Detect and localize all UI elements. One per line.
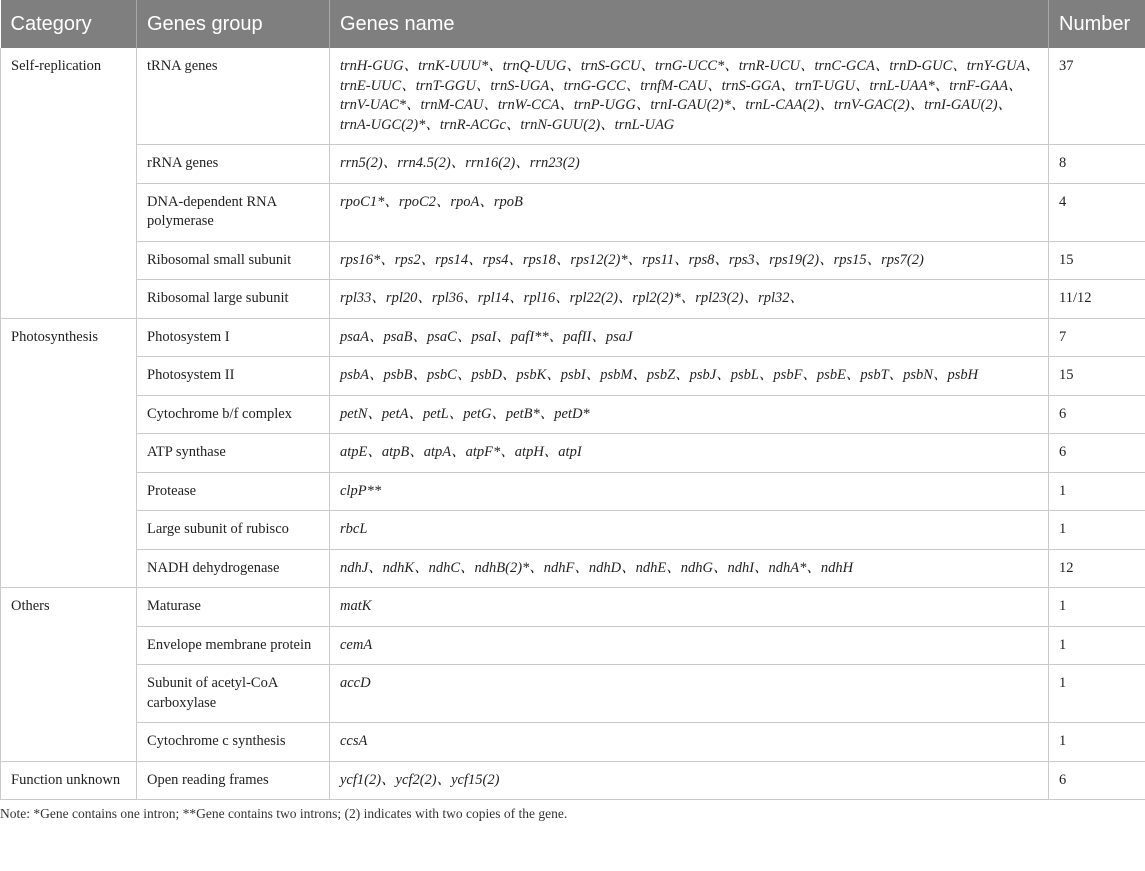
header-genes-group: Genes group xyxy=(137,0,330,48)
number-cell: 1 xyxy=(1049,665,1145,723)
genes-name-cell: ccsA xyxy=(330,723,1049,762)
table-row xyxy=(1,665,1145,723)
genes-group-cell: Cytochrome c synthesis xyxy=(137,723,330,762)
header-category: Category xyxy=(1,0,137,48)
genes-group-cell: Subunit of acetyl-CoA carboxylase xyxy=(137,665,330,723)
number-cell: 7 xyxy=(1049,318,1145,357)
genes-group-cell: DNA-dependent RNA polymerase xyxy=(137,183,330,241)
table-row xyxy=(1,145,1145,184)
genes-name-cell: ycf1(2)、ycf2(2)、ycf15(2) xyxy=(330,761,1049,800)
genes-name-cell: rps16*、rps2、rps14、rps4、rps18、rps12(2)*、rps11、rps8、rps3、rps19(2)、rps15、rps7(2) xyxy=(330,241,1049,280)
table-row xyxy=(1,549,1145,588)
genes-group-cell: tRNA genes xyxy=(137,48,330,145)
genes-name-cell: accD xyxy=(330,665,1049,723)
genes-name-cell: matK xyxy=(330,588,1049,627)
genes-group-cell: rRNA genes xyxy=(137,145,330,184)
genes-group-cell: Ribosomal large subunit xyxy=(137,280,330,319)
number-cell: 6 xyxy=(1049,434,1145,473)
genes-name-cell: atpE、atpB、atpA、atpF*、atpH、atpI xyxy=(330,434,1049,473)
genes-group-cell: ATP synthase xyxy=(137,434,330,473)
genes-name-cell: rrn5(2)、rrn4.5(2)、rrn16(2)、rrn23(2) xyxy=(330,145,1049,184)
table-row xyxy=(1,241,1145,280)
genes-name-cell: rpoC1*、rpoC2、rpoA、rpoB xyxy=(330,183,1049,241)
genes-name-cell: petN、petA、petL、petG、petB*、petD* xyxy=(330,395,1049,434)
table-row xyxy=(1,588,1145,627)
genes-name-cell: rpl33、rpl20、rpl36、rpl14、rpl16、rpl22(2)、rpl2(2)*、rpl23(2)、rpl32、 xyxy=(330,280,1049,319)
number-cell: 8 xyxy=(1049,145,1145,184)
category-cell: Self-replication xyxy=(1,48,137,318)
genes-group-cell: Envelope membrane protein xyxy=(137,626,330,665)
genes-group-cell: Open reading frames xyxy=(137,761,330,800)
number-cell: 1 xyxy=(1049,588,1145,627)
genes-group-cell: Photosystem I xyxy=(137,318,330,357)
number-cell: 37 xyxy=(1049,48,1145,145)
genes-group-cell: Large subunit of rubisco xyxy=(137,511,330,550)
table-row xyxy=(1,511,1145,550)
genes-name-cell: psaA、psaB、psaC、psaI、pafI**、pafII、psaJ xyxy=(330,318,1049,357)
table-row xyxy=(1,183,1145,241)
category-cell: Photosynthesis xyxy=(1,318,137,588)
genes-group-cell: Ribosomal small subunit xyxy=(137,241,330,280)
number-cell: 1 xyxy=(1049,626,1145,665)
table-row xyxy=(1,318,1145,357)
genes-name-cell: psbA、psbB、psbC、psbD、psbK、psbI、psbM、psbZ、psbJ、psbL、psbF、psbE、psbT、psbN、psbH xyxy=(330,357,1049,396)
category-cell: Others xyxy=(1,588,137,762)
number-cell: 6 xyxy=(1049,761,1145,800)
number-cell: 12 xyxy=(1049,549,1145,588)
genes-name-cell: ndhJ、ndhK、ndhC、ndhB(2)*、ndhF、ndhD、ndhE、ndhG、ndhI、ndhA*、ndhH xyxy=(330,549,1049,588)
header-row xyxy=(1,0,1145,48)
table-body xyxy=(1,48,1145,800)
number-cell: 6 xyxy=(1049,395,1145,434)
number-cell: 11/12 xyxy=(1049,280,1145,319)
number-cell: 4 xyxy=(1049,183,1145,241)
table-row xyxy=(1,626,1145,665)
genes-name-cell: rbcL xyxy=(330,511,1049,550)
header-genes-name: Genes name xyxy=(330,0,1049,48)
number-cell: 1 xyxy=(1049,472,1145,511)
table-row xyxy=(1,395,1145,434)
table-note: Note: *Gene contains one intron; **Gene contains two introns; (2) indicates with two copies of the gene. xyxy=(0,806,568,821)
table-row xyxy=(1,472,1145,511)
table-row xyxy=(1,280,1145,319)
table-row xyxy=(1,723,1145,762)
genes-group-cell: Maturase xyxy=(137,588,330,627)
genes-group-cell: NADH dehydrogenase xyxy=(137,549,330,588)
table-row xyxy=(1,434,1145,473)
genes-group-cell: Protease xyxy=(137,472,330,511)
category-cell: Function unknown xyxy=(1,761,137,800)
genes-name-cell: trnH-GUG、trnK-UUU*、trnQ-UUG、trnS-GCU、trnG-UCC*、trnR-UCU、trnC-GCA、trnD-GUC、trnY-GUA、trnE-UUC、trnT-GGU、trnS-UGA、trnG-GCC、trnfM-CAU、trnS-GGA、trnT-UGU、trnL-UAA*、trnF-GAA、trnV-UAC*、trnM-CAU、trnW-CCA、trnP-UGG、trnI-GAU(2)*、trnL-CAA(2)、trnV-GAC(2)、trnI-GAU(2)、trnA-UGC(2)*、trnR-ACGc、trnN-GUU(2)、trnL-UAG xyxy=(330,48,1049,145)
table-row xyxy=(1,357,1145,396)
genes-name-cell: cemA xyxy=(330,626,1049,665)
genes-group-cell: Photosystem II xyxy=(137,357,330,396)
number-cell: 1 xyxy=(1049,723,1145,762)
genes-name-cell: clpP** xyxy=(330,472,1049,511)
number-cell: 15 xyxy=(1049,241,1145,280)
table-row xyxy=(1,48,1145,145)
number-cell: 15 xyxy=(1049,357,1145,396)
genes-group-cell: Cytochrome b/f complex xyxy=(137,395,330,434)
header-number: Number xyxy=(1049,0,1145,48)
table-row xyxy=(1,761,1145,800)
number-cell: 1 xyxy=(1049,511,1145,550)
